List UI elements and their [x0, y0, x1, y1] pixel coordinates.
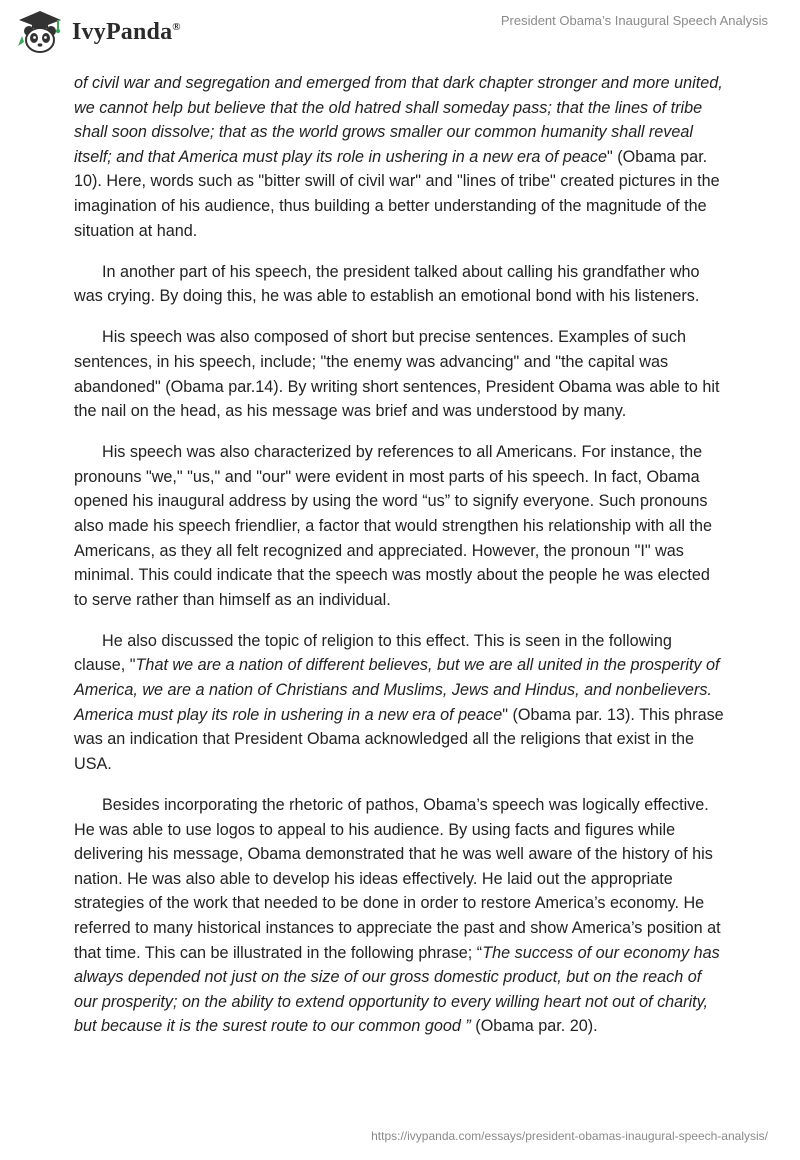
paragraph-2 — [74, 260, 724, 309]
source-url[interactable]: https://ivypanda.com/essays/president-obamas-inaugural-speech-analysis/ — [371, 1129, 768, 1143]
quote-segment: The success of our economy has always depended not just on the size of our gross domestic product, but on the reach of our prosperity; on the ability to extend opportunity to every willing heart not out of charity, but because it is the surest route to our common good ” — [74, 943, 720, 1036]
document-title: President Obama’s Inaugural Speech Analysis — [500, 13, 768, 28]
text-segment: " (Obama par. 10). Here, words such as "bitter swill of civil war" and "lines of tribe" created pictures in the imagination of his audience, thus building a better understanding of the magnitude of the situation at hand. — [74, 147, 720, 240]
panda-graduate-icon — [16, 8, 64, 56]
quote-segment: That we are a nation of different believes, but we are all united in the prosperity of America, we are a nation of Christians and Muslims, Jews and Hindus, and nonbelievers. America must play its role in ushering in a new era of peace — [74, 656, 720, 724]
text-segment: Besides incorporating the rhetoric of pathos, Obama’s speech was logically effective. He was able to use logos to appeal to his audience. By using facts and figures while delivering his message, Obama demonstrated that he was well aware of the history of his nation. He was also able to develop his ideas effectively. He laid out the appropriate strategies of the work that needed to be done in order to restore America’s economy. He referred to many historical instances to appreciate the past and show America’s position at that time. This can be illustrated in the following phrase; “ — [74, 795, 721, 962]
registered-mark: ® — [172, 20, 181, 33]
paragraph-3 — [74, 325, 724, 423]
logo-wordmark: IvyPanda® — [72, 18, 181, 45]
text-segment: In another part of his speech, the president talked about calling his grandfather who was crying. By doing this, he was able to establish an emotional bond with his listeners. — [74, 262, 700, 306]
page-header — [0, 0, 800, 64]
paragraph-6 — [74, 793, 724, 1039]
text-segment: His speech was also characterized by references to all Americans. For instance, the pronouns "we," "us," and "our" were evident in most parts of his speech. In fact, Obama opened his inaugural address by using the word “us” to signify everyone. Such pronouns also made his speech friendlier, a factor that would strengthen his relationship with all the Americans, as they all felt recognized and appreciated. However, the pronoun "I" was minimal. This could indicate that the speech was mostly about the people he was elected to serve rather than himself as an individual. — [74, 443, 712, 609]
paragraph-4 — [74, 440, 724, 612]
text-segment: His speech was also composed of short but precise sentences. Examples of such sentences, in his speech, include; "the enemy was advancing" and "the capital was abandoned" (Obama par.14). By writing short sentences, President Obama was able to hit the nail on the head, as his message was brief and was understood by many. — [74, 328, 720, 421]
paragraph-5 — [74, 629, 724, 777]
ivypanda-logo[interactable] — [16, 8, 181, 56]
text-segment: He also discussed the topic of religion to this effect. This is seen in the following clause, " — [74, 631, 672, 675]
quote-segment: of civil war and segregation and emerged from that dark chapter stronger and more united, we cannot help but believe that the old hatred shall someday pass; that the lines of tribe shall soon dissolve; that as the world grows smaller our common humanity shall reveal itself; and that America must play its role in ushering in a new era of peace — [74, 74, 723, 166]
text-segment: " (Obama par. 13). This phrase was an indication that President Obama acknowledged all the religions that exist in the USA. — [74, 705, 724, 773]
text-segment: (Obama par. 20). — [470, 1017, 598, 1036]
paragraph-1 — [74, 71, 724, 243]
essay-body — [74, 71, 724, 1055]
